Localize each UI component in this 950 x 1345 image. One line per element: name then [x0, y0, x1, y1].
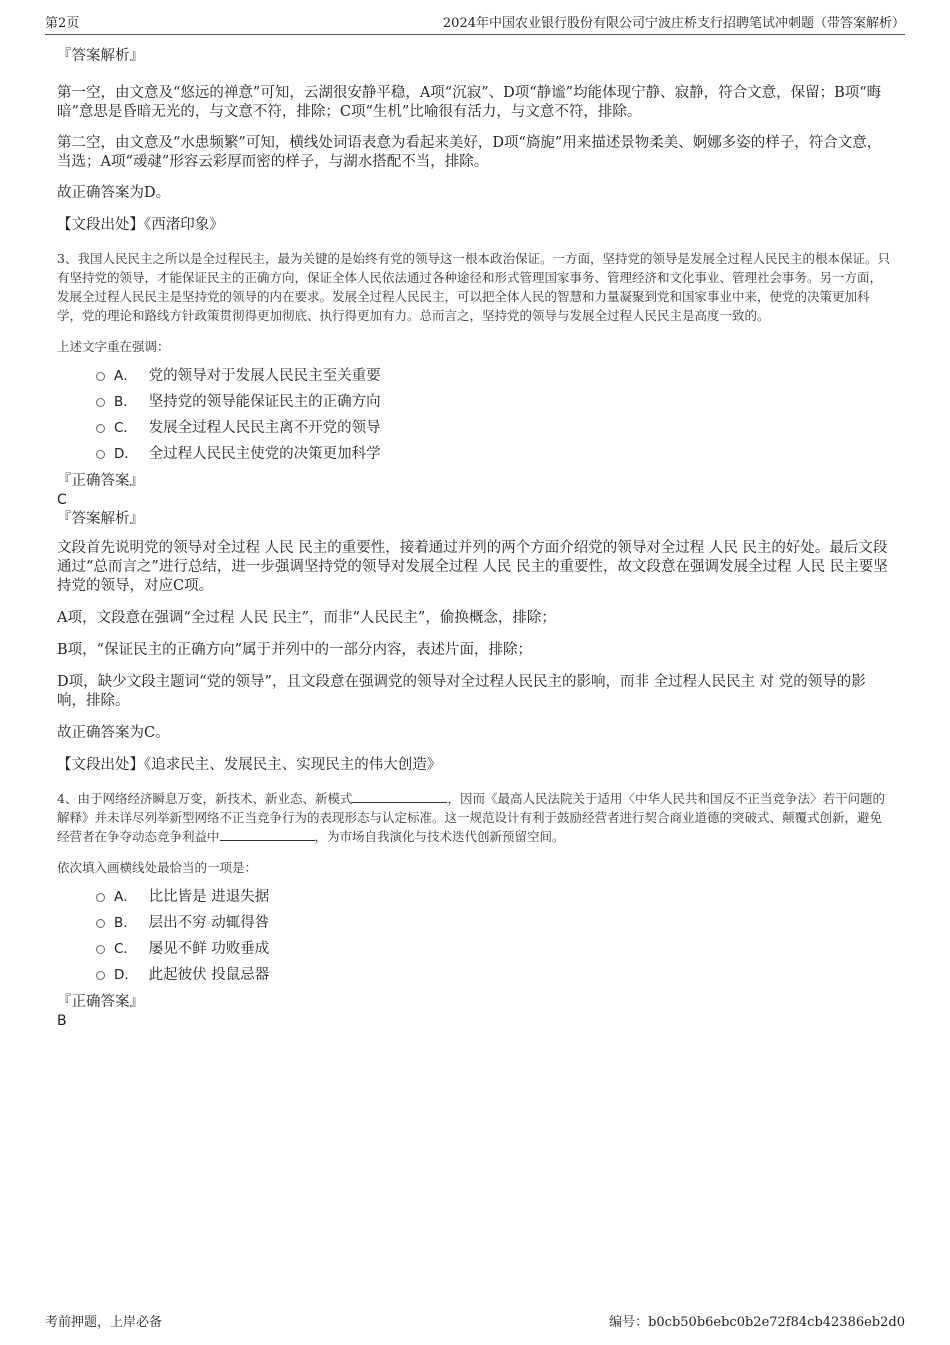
option-key: B．	[114, 915, 137, 931]
q3-source: 【文段出处】《追求民主、发展民主、实现民主的伟大创造》	[57, 757, 442, 773]
q3-analysis-option-b: B项，“保证民主的正确方向”属于并列中的一部分内容，表述片面，排除；	[57, 642, 532, 658]
q3-analysis-para-1: 文段首先说明党的领导对全过程 人民 民主的重要性，接着通过并列的两个方面介绍党的领导对全过程 人民 民主的好处。最后文段通过“总而言之”进行总结，进一步强调坚持党的领导对发展全过程 人民 民主的重要性，故文段意在强调发展全过程 人民 民主要坚持党的领导，对应C项。	[57, 540, 888, 594]
fill-blank-2	[220, 828, 315, 841]
radio-icon[interactable]	[96, 919, 105, 928]
q4-stem-part-1: 4、由于网络经济瞬息万变，新技术、新业态、新模式	[57, 791, 353, 806]
q4-option-c[interactable]	[57, 936, 893, 962]
q3-conclusion: 故正确答案为C。	[57, 725, 170, 741]
option-key: D．	[114, 967, 138, 983]
option-key: A．	[114, 889, 137, 905]
q3-option-d[interactable]	[57, 441, 893, 467]
option-text: 全过程人民民主使党的决策更加科学	[148, 446, 381, 462]
radio-icon[interactable]	[96, 398, 105, 407]
radio-icon[interactable]	[96, 424, 105, 433]
option-text: 发展全过程人民民主离不开党的领导	[148, 420, 381, 436]
q3-stem: 3、我国人民民主之所以是全过程民主，最为关键的是始终有党的领导这一根本政治保证。一方面，坚持党的领导是发展全过程人民民主的根本保证。只有坚持党的领导，才能保证民主的正确方向，保证全体人民依法通过各种途径和形式管理国家事务、管理经济和文化事业、管理社会事务。另一方面，发展全过程人民民主是坚持党的领导的内在要求。发展全过程人民民主，可以把全体人民的智慧和力量凝聚到党和国家事业中来，使党的决策更加科学，党的理论和路线方针政策贯彻得更加彻底、执行得更加有力。总而言之，坚持党的领导与发展全过程人民民主是高度一致的。	[57, 251, 890, 323]
radio-icon[interactable]	[96, 372, 105, 381]
q4-option-d[interactable]	[57, 962, 893, 988]
document-title: 2024年中国农业银行股份有限公司宁波庄桥支行招聘笔试冲刺题（带答案解析）	[442, 16, 905, 31]
q4-stem-part-2: ，因而《最高人民法院关于适用〈中华人民共和国反不正当竞争法〉若干问题的解释》并未详尽列举新型网络不正当竞争行为的表现形态与认定标准。这一规范设计有利于鼓励经营者进行契合商业道德的突破式、颠覆式创新，避免经营者在争夺动态竞争利益中	[57, 791, 885, 844]
option-text: 坚持党的领导能保证民主的正确方向	[148, 394, 381, 410]
option-text: 层出不穷 动辄得咎	[148, 915, 270, 931]
radio-icon[interactable]	[96, 450, 105, 459]
document-code: 编号：b0cb50b6ebc0b2e72f84cb42386eb2d0	[609, 1315, 905, 1330]
q3-option-a[interactable]	[57, 363, 893, 389]
q4-options	[57, 884, 893, 988]
option-text: 比比皆是 进退失据	[148, 889, 270, 905]
option-key: A．	[114, 368, 137, 384]
q3-options	[57, 363, 893, 467]
q2-source: 【文段出处】《西渚印象》	[57, 217, 224, 233]
option-key: C．	[114, 941, 137, 957]
q3-answer: C	[57, 492, 67, 508]
option-text: 屡见不鲜 功败垂成	[148, 941, 270, 957]
option-key: C．	[114, 420, 137, 436]
q2-analysis-para-2: 第二空，由文意及“水患频繁”可知，横线处词语表意为看起来美好，D项“旖旎”用来描述景物柔美、婀娜多姿的样子，符合文意，当选；A项“叆叇”形容云彩厚而密的样子，与湖水搭配不当，排除。	[57, 135, 882, 170]
q3-option-b[interactable]	[57, 389, 893, 415]
page-footer	[45, 1313, 905, 1333]
q2-conclusion: 故正确答案为D。	[57, 185, 171, 201]
q3-answer-label: 『正确答案』	[57, 473, 144, 489]
q4-prompt: 依次填入画横线处最恰当的一项是：	[57, 860, 258, 875]
q3-analysis-label: 『答案解析』	[57, 511, 144, 527]
q3-prompt: 上述文字重在强调：	[57, 339, 170, 354]
option-key: D．	[114, 446, 138, 462]
q4-option-a[interactable]	[57, 884, 893, 910]
q4-stem-part-3: ，为市场自我演化与技术迭代创新预留空间。	[314, 829, 565, 844]
radio-icon[interactable]	[96, 893, 105, 902]
q3-analysis-option-d: D项，缺少文段主题词“党的领导”，且文段意在强调党的领导对全过程人民民主的影响，而非 全过程人民民主 对 党的领导的影响，排除。	[57, 674, 866, 709]
footer-slogan: 考前押题，上岸必备	[45, 1315, 163, 1330]
q4-stem	[57, 789, 893, 846]
radio-icon[interactable]	[96, 945, 105, 954]
q4-answer: B	[57, 1013, 67, 1029]
q4-option-b[interactable]	[57, 910, 893, 936]
page-number: 第2页	[45, 16, 80, 31]
q4-answer-label: 『正确答案』	[57, 994, 144, 1010]
q3-option-c[interactable]	[57, 415, 893, 441]
q3-analysis-option-a: A项，文段意在强调“全过程 人民 民主”，而非“人民民主”，偷换概念，排除；	[57, 610, 556, 626]
q2-analysis-para-1: 第一空，由文意及“悠远的禅意”可知，云湖很安静平稳，A项“沉寂”、D项“静谧”均能体现宁静、寂静，符合文意，保留；B项“晦暗”意思是昏暗无光的，与文意不符，排除；C项“生机”比喻很有活力，与文意不符，排除。	[57, 85, 882, 120]
page-content	[57, 44, 893, 1030]
q2-analysis-label: 『答案解析』	[57, 48, 144, 64]
fill-blank-1	[352, 790, 447, 803]
radio-icon[interactable]	[96, 971, 105, 980]
option-key: B．	[114, 394, 137, 410]
page-header	[45, 14, 905, 35]
option-text: 党的领导对于发展人民民主至关重要	[148, 368, 381, 384]
option-text: 此起彼伏 投鼠忌器	[148, 967, 270, 983]
